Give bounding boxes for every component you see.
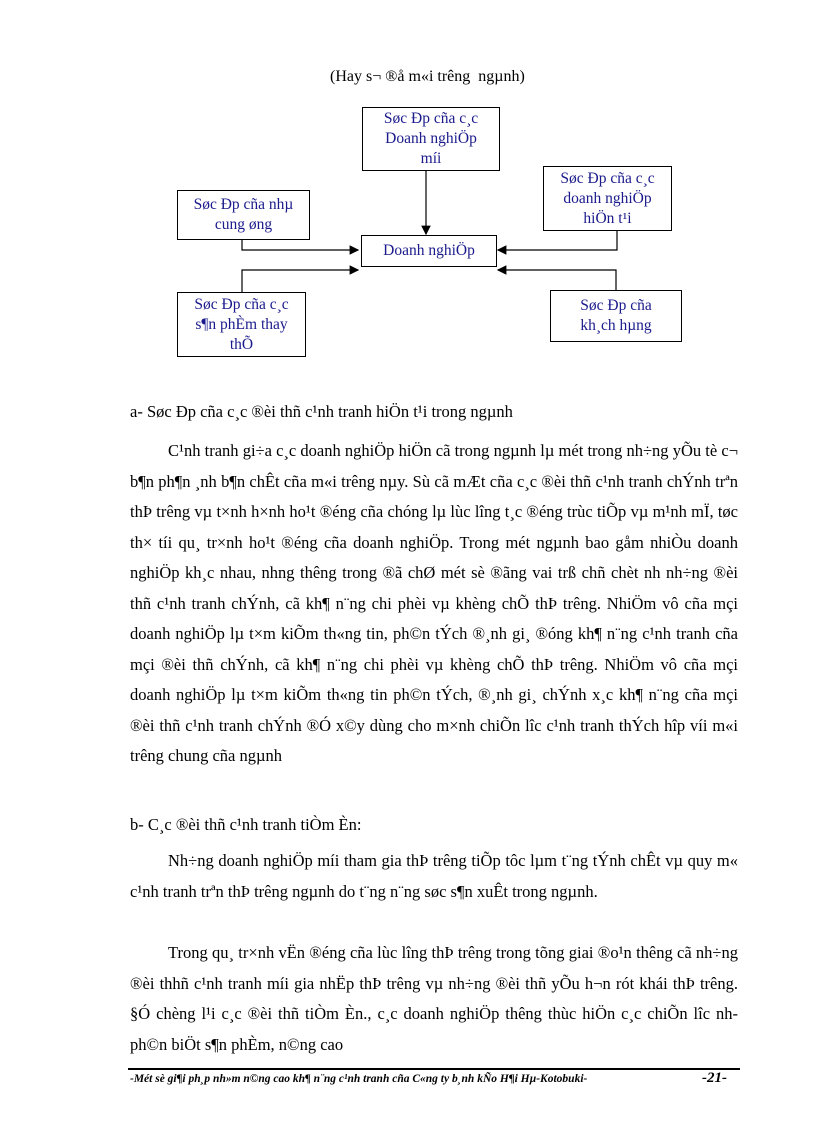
box-line: cung øng	[214, 216, 273, 233]
footer-title: -Mét sè gi¶i ph¸p nh»m n©ng cao kh¶ n¨ng c¹nh tranh cña C«ng ty b¸nh kÑo H¶i Hµ-Kotobuki-	[130, 1073, 588, 1085]
box-left-bottom-substitutes	[177, 292, 306, 357]
box-left-top-suppliers	[177, 190, 310, 240]
box-line: Søc Ðp cña c¸c	[383, 110, 479, 127]
box-line: s¶n phÈm thay	[195, 315, 288, 333]
box-line: Søc Ðp cña nhµ	[193, 196, 294, 213]
box-line: Doanh nghiÖp	[385, 130, 477, 147]
section-b-paragraph-1: Nh÷ng doanh nghiÖp míi tham gia thÞ trêng tiÕp tôc lµm t¨ng tÝnh chÊt vµ quy m« c¹nh tranh trªn thÞ trêng ngµnh do t¨ng n¨ng søc s¶n xuÊt trong ngµnh.	[130, 851, 738, 901]
diagram-arrows	[0, 0, 816, 400]
box-right-bottom-customers	[550, 290, 682, 342]
box-line: Søc Ðp cña c¸c	[194, 295, 289, 313]
footer-rule	[128, 1068, 740, 1070]
section-a-heading: a- Søc Ðp cña c¸c ®èi thñ c¹nh tranh hiÖn t¹i trong ngµnh	[130, 402, 513, 421]
box-line: Doanh nghiÖp	[383, 242, 475, 259]
arrow-left-bottom	[242, 270, 358, 292]
box-line: Søc Ðp cña	[580, 297, 652, 314]
section-a-paragraph: C¹nh tranh gi÷a c¸c doanh nghiÖp hiÖn cã trong ngµnh lµ mét trong nh÷ng yÕu tè c¬ b¶n ph¶n ¸nh b¶n chÊt cña m«i trêng nµy. Sù cã mÆt cña c¸c ®èi thñ c¹nh tranh chÝnh trªn thÞ trêng vµ t×nh h×nh ho¹t ®éng cña chóng lµ lùc lîng t¸c ®éng trùc tiÕp vµ m¹nh mÏ, tøc th× tíi qu¸ tr×nh ho¹t ®éng cña doanh nghiÖp. Trong mét ngµnh bao gåm nhiÒu doanh nghiÖp kh¸c nhau, nhng thêng trong ®ã chØ mét sè ®ãng vai trß chñ chèt nh nh÷ng ®èi thñ c¹nh tranh chÝnh, cã kh¶ n¨ng chi phèi vµ khèng chÕ thÞ trêng. NhiÖm vô cña mçi doanh nghiÖp lµ t×m kiÕm th«ng tin, ph©n tÝch ®¸nh gi¸ ®óng kh¶ n¨ng c¹nh tranh cña mçi ®èi thñ chÝnh, cã kh¶ n¨ng chi phèi vµ khèng chÕ thÞ trêng. NhiÖm vô cña mçi doanh nghiÖp lµ t×m kiÕm th«ng tin ph©n tÝch, ®¸nh gi¸ chÝnh x¸c kh¶ n¨ng cña mçi ®èi thñ c¹nh tranh chÝnh ®Ó x©y dùng cho m×nh chiÕn lîc c¹nh tranh thÝch hîp víi m«i trêng chung cña ngµnh	[130, 441, 738, 765]
box-line: kh¸ch hµng	[580, 317, 652, 334]
page-number: -21-	[702, 1070, 727, 1086]
arrow-right-bottom	[498, 270, 616, 290]
section-b-paragraph-2: Trong qu¸ tr×nh vËn ®éng cña lùc lîng thÞ trêng trong tõng giai ®o¹n thêng cã nh÷ng ®èi thhñ c¹nh tranh míi gia nhËp thÞ trêng vµ nh÷ng ®èi thñ yÕu h¬n rót khái thÞ trêng. §Ó chèng l¹i c¸c ®èi thñ tiÒm Èn., c¸c doanh nghiÖp thêng thùc hiÖn c¸c chiÕn lîc nh ph©n biÖt s¶n phÈm, n©ng cao	[130, 943, 738, 1054]
section-b-heading: b- C¸c ®èi thñ c¹nh tranh tiÒm Èn:	[130, 815, 362, 834]
box-line: thÕ	[229, 335, 254, 353]
box-line: míi	[420, 150, 442, 167]
box-line: Søc Ðp cña c¸c	[560, 169, 655, 187]
box-line: hiÖn t¹i	[583, 209, 632, 227]
box-center-enterprise	[361, 235, 497, 267]
arrow-right-top	[498, 231, 617, 250]
arrow-left-top	[242, 240, 358, 250]
box-right-top-existing	[543, 166, 672, 231]
box-line: doanh nghiÖp	[563, 189, 652, 207]
box-top-new-entrants	[362, 107, 500, 171]
diagram-caption: (Hay s¬ ®å m«i trêng ngµnh)	[330, 68, 525, 85]
